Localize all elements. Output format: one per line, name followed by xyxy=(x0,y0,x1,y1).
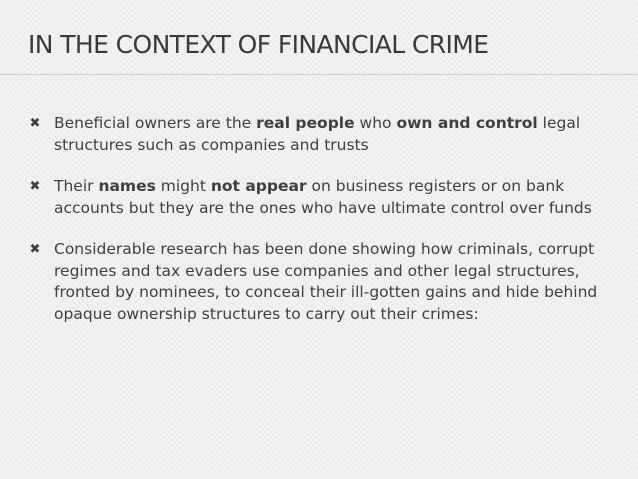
title-divider xyxy=(0,74,638,75)
bullet-bold-text: own and control xyxy=(396,114,538,132)
bullet-text: legal structures such as companies and trusts xyxy=(54,114,581,154)
bullet-text: might xyxy=(155,177,211,195)
bullet-item-research xyxy=(28,239,618,325)
x-mark-icon: ✖ xyxy=(29,179,41,194)
slide-title: IN THE CONTEXT OF FINANCIAL CRIME xyxy=(28,30,489,59)
bullet-text: Considerable research has been done showing how criminals, corrupt regimes and tax evaders use companies and other legal structures, fronted by nominees, to conceal their ill-gotten gains and hide behind opaque ownership structures to carry out their crimes: xyxy=(54,240,598,323)
bullet-text: Beneficial owners are the xyxy=(54,114,257,132)
bullet-text: who xyxy=(354,114,397,132)
bullet-item-names xyxy=(28,176,618,219)
bullet-text: Their xyxy=(54,177,99,195)
x-mark-icon: ✖ xyxy=(29,116,41,131)
x-mark-icon: ✖ xyxy=(29,242,41,257)
bullet-bold-text: names xyxy=(98,177,156,195)
bullet-item-beneficial-owners xyxy=(28,113,618,156)
bullet-text: on business registers or on bank accounts but they are the ones who have ultimate control over funds xyxy=(54,177,592,217)
bullet-list xyxy=(28,113,618,325)
bullet-bold-text: real people xyxy=(256,114,355,132)
bullet-bold-text: not appear xyxy=(210,177,307,195)
